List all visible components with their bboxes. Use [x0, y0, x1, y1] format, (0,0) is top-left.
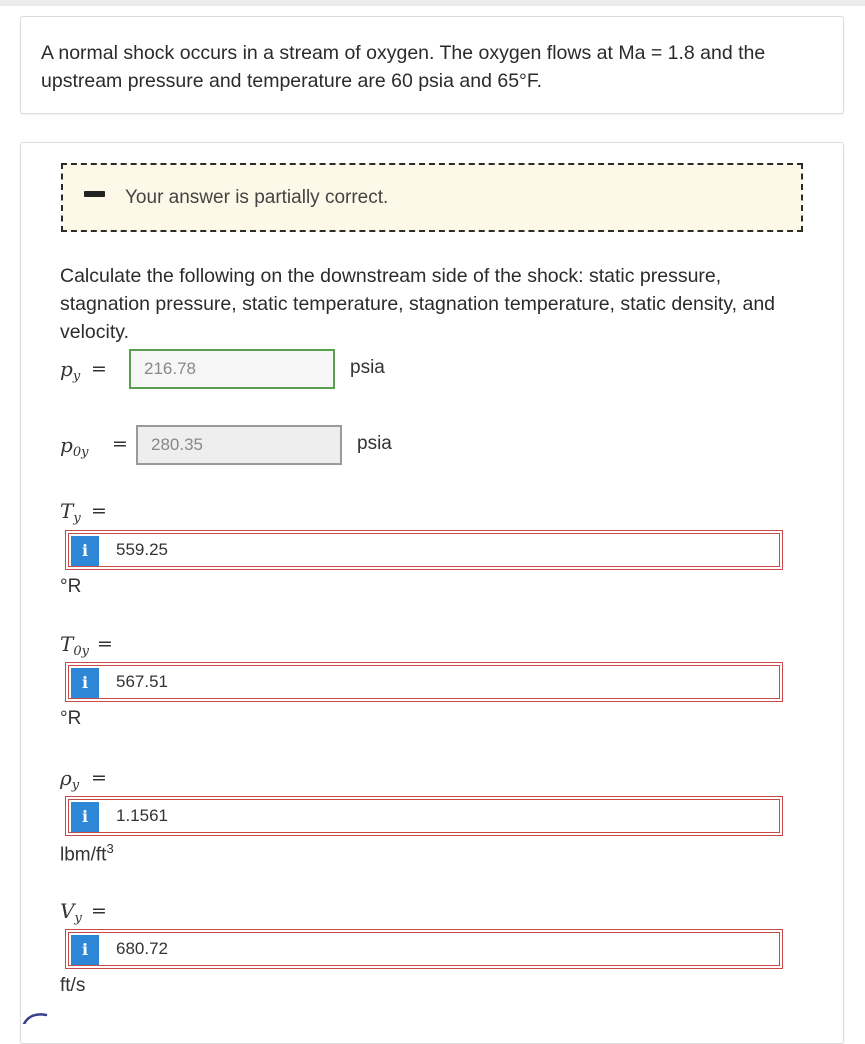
t0y-value: 567.51: [116, 672, 168, 691]
t0y-equals: =: [97, 633, 113, 655]
ty-equals: =: [91, 500, 107, 522]
py-unit: psia: [350, 357, 385, 378]
p0y-label: [60, 433, 88, 460]
prompt-line-1: Calculate the following on the downstream side of the shock: static pressure,: [60, 265, 722, 287]
info-icon[interactable]: i: [71, 935, 99, 965]
rhoy-symbol: ρ: [60, 766, 72, 790]
rhoy-unit: [60, 841, 114, 866]
vy-unit: ft/s: [60, 975, 86, 996]
question-line-2: upstream pressure and temperature are 60 psia and 65°F.: [41, 70, 543, 92]
p0y-answer-field[interactable]: 280.35: [136, 425, 342, 465]
rhoy-unit-exponent: 3: [106, 841, 114, 856]
prompt-line-2: stagnation pressure, static temperature, stagnation temperature, static density, and: [60, 293, 776, 315]
vy-value: 680.72: [116, 939, 168, 958]
t0y-unit: °R: [60, 708, 82, 729]
ty-label: [60, 499, 81, 526]
ty-value: 559.25: [116, 540, 168, 559]
ty-subscript: y: [73, 511, 81, 526]
p0y-unit: psia: [357, 433, 392, 454]
py-equals: =: [91, 358, 107, 380]
answer-card: [20, 142, 844, 1044]
prompt-line-3: velocity.: [60, 321, 129, 343]
ty-symbol: T: [60, 499, 74, 523]
problem-prompt: [60, 262, 810, 346]
vy-symbol: V: [60, 899, 75, 923]
question-text: [41, 39, 801, 95]
t0y-label: [60, 632, 89, 659]
p0y-symbol: p: [60, 433, 73, 457]
feedback-message: Your answer is partially correct.: [125, 187, 389, 208]
rhoy-answer-field[interactable]: [65, 796, 783, 836]
py-symbol: p: [60, 357, 73, 381]
feedback-banner: [61, 163, 803, 232]
t0y-answer-field[interactable]: [65, 662, 783, 702]
rhoy-label: [60, 766, 79, 793]
question-line-1: A normal shock occurs in a stream of oxygen. The oxygen flows at Ma = 1.8 and the: [41, 42, 766, 64]
ty-unit: °R: [60, 576, 82, 597]
t0y-subscript: 0y: [73, 644, 89, 659]
py-subscript: y: [72, 369, 81, 384]
top-bar: [0, 0, 865, 6]
rhoy-unit-text: lbm/ft: [60, 844, 107, 866]
rhoy-subscript: y: [71, 778, 80, 793]
info-icon[interactable]: i: [71, 536, 99, 566]
rhoy-equals: =: [91, 767, 107, 789]
vy-equals: =: [91, 900, 107, 922]
t0y-symbol: T: [60, 632, 74, 656]
info-icon[interactable]: i: [71, 668, 99, 698]
py-answer-field[interactable]: 216.78: [129, 349, 335, 389]
handwriting-mark: [22, 1010, 62, 1024]
vy-answer-field[interactable]: [65, 929, 783, 969]
vy-label: [60, 899, 82, 926]
rhoy-value: 1.1561: [116, 806, 168, 825]
p0y-subscript: 0y: [72, 445, 89, 460]
vy-subscript: y: [74, 911, 82, 926]
info-icon[interactable]: i: [71, 802, 99, 832]
p0y-equals: =: [112, 433, 128, 455]
py-label: [60, 357, 80, 384]
ty-answer-field[interactable]: [65, 530, 783, 570]
question-card: [20, 16, 844, 114]
partial-correct-icon: [84, 191, 105, 197]
